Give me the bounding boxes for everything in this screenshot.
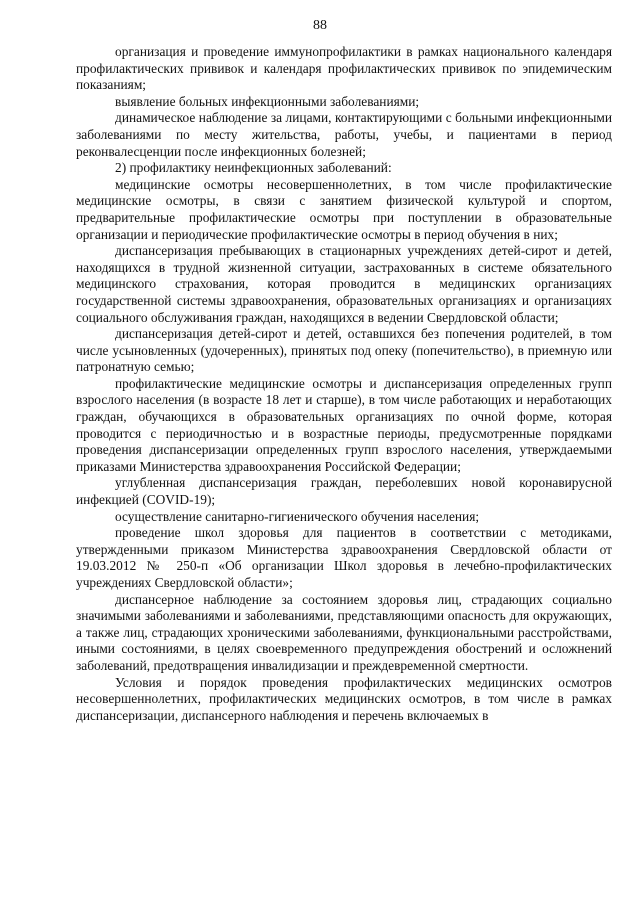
paragraph: Условия и порядок проведения профилактических медицинских осмотров несовершеннолетних, профилактических медицинских осмотров, в том числе в рамках диспансеризации, диспансерного наблюдения и перечень включаемых в bbox=[76, 674, 612, 723]
paragraph: диспансеризация детей-сирот и детей, оставшихся без попечения родителей, в том числе усыновленных (удочеренных), принятых под опеку (попечительство), в приемную или патронатную семью; bbox=[76, 326, 612, 375]
paragraph: диспансерное наблюдение за состоянием здоровья лиц, страдающих социально значимыми заболеваниями и заболеваниями, представляющими опасность для окружающих, а также лиц, страдающих хроническими заболеваниями, функциональными расстройствами, иными состояниями, в целях своевременного предупреждения обострений и осложнений заболеваний, предотвращения инвалидизации и преждевременной смертности. bbox=[76, 591, 612, 673]
paragraph: медицинские осмотры несовершеннолетних, в том числе профилактические медицинские осмотры, в связи с занятием физической культурой и спортом, предварительные профилактические осмотры при поступлении в образовательные организации и периодические профилактические осмотры в период обучения в них; bbox=[76, 176, 612, 242]
page-number: 88 bbox=[313, 18, 327, 33]
paragraph: проведение школ здоровья для пациентов в соответствии с методиками, утвержденными приказом Министерства здравоохранения Свердловской области от 19.03.2012 № 250-п «Об организации Школ здоровья в лечебно-профилактических учреждениях Свердловской области»; bbox=[76, 525, 612, 590]
paragraph: выявление больных инфекционными заболеваниями; bbox=[115, 93, 420, 109]
paragraph: осуществление санитарно-гигиенического обучения населения; bbox=[115, 508, 480, 524]
paragraph: организация и проведение иммунопрофилактики в рамках национального календаря профилактических прививок и календаря профилактических прививок по эпидемическим показаниям; bbox=[76, 44, 612, 93]
paragraph: 2) профилактику неинфекционных заболеваний: bbox=[115, 160, 392, 176]
paragraph: динамическое наблюдение за лицами, контактирующими с больными инфекционными заболеваниями по месту жительства, работы, учебы, и пациентами в период реконвалесценции после инфекционных болезней; bbox=[76, 110, 612, 159]
document-body bbox=[76, 44, 612, 724]
paragraph: диспансеризация пребывающих в стационарных учреждениях детей-сирот и детей, находящихся в трудной жизненной ситуации, застрахованных в системе обязательного медицинского страхования, которая проводится в медицинских организациях государственной системы здравоохранения, образовательных организациях и организациях социального обслуживания граждан, находящихся в ведении Свердловской области; bbox=[76, 243, 612, 325]
paragraph: профилактические медицинские осмотры и диспансеризация определенных групп взрослого населения (в возрасте 18 лет и старше), в том числе работающих и неработающих граждан, обучающихся в образовательных организациях по очной форме, которая проводится с периодичностью и в возрастные периоды, предусмотренные порядками проведения диспансеризации определенных групп взрослого населения, утверждаемыми приказами Министерства здравоохранения Российской Федерации; bbox=[76, 375, 612, 474]
paragraph: углубленная диспансеризация граждан, переболевших новой коронавирусной инфекцией (COVID-19); bbox=[76, 475, 612, 508]
